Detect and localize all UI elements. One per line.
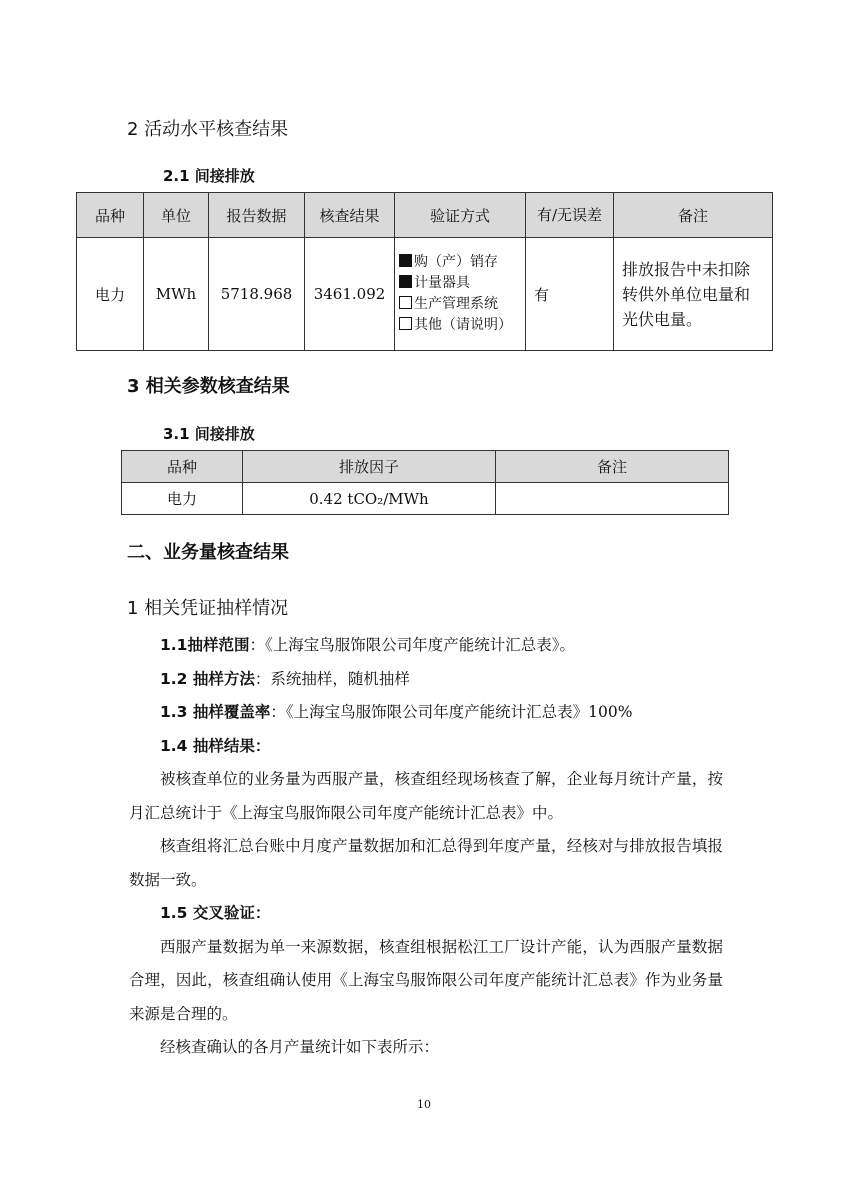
method-item <box>399 273 521 294</box>
method-label: 购（产）销存 <box>414 254 498 270</box>
subsection-heading: 2.1 间接排放 <box>163 167 255 185</box>
item-label: 1.5 交叉验证： <box>160 904 271 922</box>
subsection-heading: 3.1 间接排放 <box>163 425 255 443</box>
method-item <box>399 294 521 315</box>
method-label: 生产管理系统 <box>414 296 498 312</box>
header-cell: 备注 <box>614 193 773 238</box>
item-label: 1.2 抽样方法 <box>160 669 255 688</box>
header-cell: 单位 <box>144 193 209 238</box>
cell-reported: 5718.968 <box>209 238 305 351</box>
header-cell: 有/无误差 <box>526 193 614 238</box>
item-1-2 <box>129 663 723 697</box>
paragraph: 被核查单位的业务量为西服产量，核查组经现场核查了解，企业每月统计产量，按月汇总统计于《上海宝鸟服饰限公司年度产能统计汇总表》中。 <box>129 770 723 822</box>
cell-unit: MWh <box>144 238 209 351</box>
cell-methods <box>395 238 526 351</box>
header-cell: 验证方式 <box>395 193 526 238</box>
table-row <box>77 238 773 351</box>
activity-level-table <box>76 192 773 351</box>
header-cell: 品种 <box>77 193 144 238</box>
item-text: ：《上海宝鸟服饰限公司年度产能统计汇总表》100% <box>270 703 633 721</box>
section-heading: 1 相关凭证抽样情况 <box>127 598 289 619</box>
item-1-4 <box>129 730 723 764</box>
header-cell: 排放因子 <box>243 451 496 483</box>
table-row <box>122 483 729 515</box>
table-header-row <box>77 193 773 238</box>
method-label: 其他（请说明） <box>414 317 512 333</box>
header-cell: 报告数据 <box>209 193 305 238</box>
part-heading: 二、业务量核查结果 <box>127 542 289 563</box>
cell-note <box>496 483 729 515</box>
checkbox-checked-icon <box>399 275 412 288</box>
item-text: ：《上海宝鸟服饰限公司年度产能统计汇总表》。 <box>249 636 575 654</box>
paragraph: 经核查确认的各月产量统计如下表所示： <box>160 1038 440 1056</box>
item-label: 1.1抽样范围 <box>160 636 250 654</box>
parameter-table <box>121 450 729 515</box>
item-1-5 <box>129 897 723 931</box>
cell-factor: 0.42 tCO₂/MWh <box>243 483 496 515</box>
item-text: ：系统抽样，随机抽样 <box>254 669 410 688</box>
page-number: 10 <box>417 1098 431 1111</box>
section-heading: 2 活动水平核查结果 <box>127 119 289 140</box>
header-cell: 备注 <box>496 451 729 483</box>
table-header-row <box>122 451 729 483</box>
item-label: 1.4 抽样结果： <box>160 736 271 755</box>
item-label: 1.3 抽样覆盖率 <box>160 703 271 721</box>
item-1-1 <box>129 629 723 663</box>
method-label: 计量器具 <box>414 275 470 291</box>
header-cell: 核查结果 <box>305 193 395 238</box>
cell-error: 有 <box>526 238 614 351</box>
cell-note: 排放报告中未扣除转供外单位电量和光伏电量。 <box>614 238 773 351</box>
method-item <box>399 315 521 336</box>
method-item <box>399 252 521 273</box>
section-heading: 3 相关参数核查结果 <box>127 376 290 397</box>
checkbox-empty-icon <box>399 317 412 330</box>
paragraph: 西服产量数据为单一来源数据，核查组根据松江工厂设计产能，认为西服产量数据合理，因此，核查组确认使用《上海宝鸟服饰限公司年度产能统计汇总表》作为业务量来源是合理的。 <box>129 937 723 1023</box>
checkbox-checked-icon <box>399 254 412 267</box>
paragraph: 核查组将汇总台账中月度产量数据加和汇总得到年度产量，经核对与排放报告填报数据一致。 <box>129 837 723 889</box>
body-text <box>129 629 723 1065</box>
item-1-3 <box>129 696 723 730</box>
cell-type: 电力 <box>122 483 243 515</box>
header-cell: 品种 <box>122 451 243 483</box>
checkbox-empty-icon <box>399 296 412 309</box>
cell-type: 电力 <box>77 238 144 351</box>
cell-verified: 3461.092 <box>305 238 395 351</box>
